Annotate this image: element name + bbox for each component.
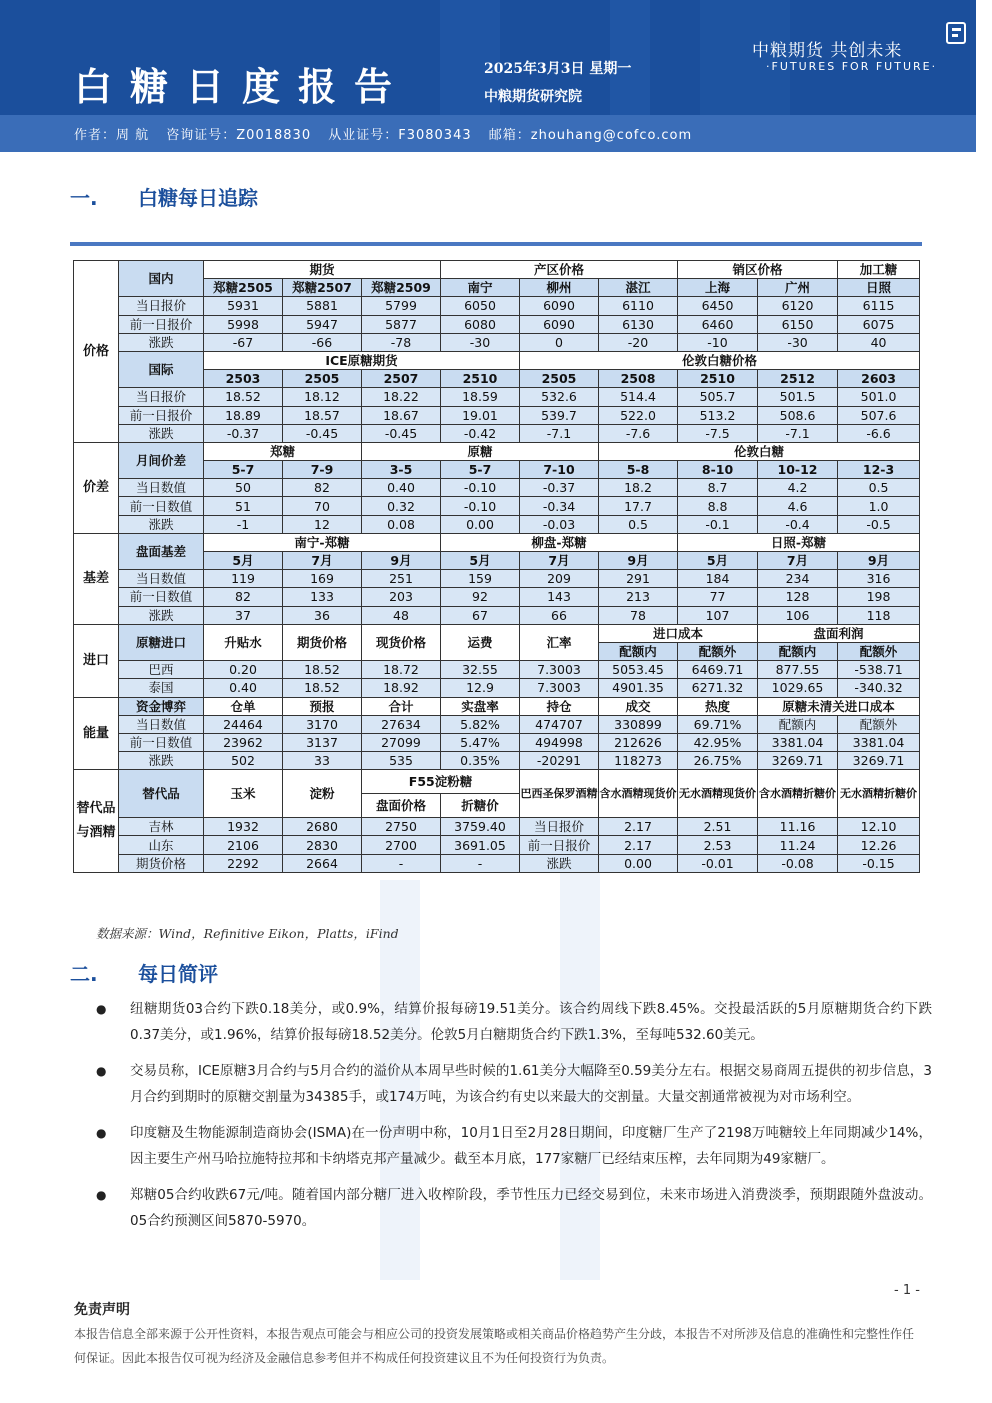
- table-row: 配额内 配额外 配额内 配额外: [74, 642, 920, 660]
- table-row: 当日报价 18.52 18.12 18.22 18.59 532.6 514.4 505.7 501.5 501.0: [74, 388, 920, 406]
- section-rule: [70, 242, 922, 246]
- table-row: 涨跌 37 36 48 67 66 78 107 106 118: [74, 606, 920, 624]
- commentary-list: [96, 996, 932, 1244]
- table-row: 替代品与酒精 替代品 玉米 淀粉 F55淀粉糖 巴西圣保罗酒精 含水酒精现货价 无水酒精现货价 含水酒精折糖价 无水酒精折糖价: [74, 770, 920, 794]
- table-row: 前一日报价 5998 5947 5877 6080 6090 6130 6460 6150 6075: [74, 315, 920, 333]
- table-row: 当日数值 24464 3170 27634 5.82% 474707 330899 69.71% 配额内 配额外: [74, 715, 920, 733]
- table-row: 盘面价格 折糖价: [74, 794, 920, 818]
- table-row: 5月 7月 9月 5月 7月 9月 5月 7月 9月: [74, 552, 920, 570]
- author-name: 作者：周 航: [74, 128, 150, 143]
- table-row: 吉林 1932 2680 2750 3759.40 当日报价 2.17 2.51 11.16 12.10: [74, 818, 920, 836]
- block-label-volume: 能量: [74, 697, 119, 770]
- table-row: 当日数值 50 82 0.40 -0.10 -0.37 18.2 8.7 4.2 0.5: [74, 479, 920, 497]
- table-row: 郑糖2505 郑糖2507 郑糖2509 南宁 柳州 湛江 上海 广州 日照: [74, 279, 920, 297]
- brand-slogan: ·FUTURES FOR FUTURE·: [766, 60, 938, 73]
- brand-logo-icon: [946, 22, 966, 44]
- block-label-import: 进口: [74, 624, 119, 697]
- table-row: 前一日数值 23962 3137 27099 5.47% 494998 212626 42.95% 3381.04 3381.04: [74, 733, 920, 751]
- tracking-table: [73, 260, 920, 873]
- table-row: 巴西 0.20 18.52 18.72 32.55 7.3003 5053.45 6469.71 877.55 -538.71: [74, 661, 920, 679]
- disclaimer-title: 免责声明: [74, 1302, 130, 1318]
- author-line: [74, 124, 704, 143]
- block-label-spread: 价差: [74, 442, 119, 533]
- list-item: ● 印度糖及生物能源制造商协会(ISMA)在一份声明中称，10月1日至2月28日期间，印度糖厂生产了2198万吨糖较上年同期减少14%，因主要生产州马哈拉施特拉邦和卡纳塔克邦产量减少。截至本月底，177家糖厂已经结束压榨，去年同期为49家糖厂。: [96, 1120, 932, 1172]
- table-row: 国际 ICE原糖期货 伦敦白糖价格: [74, 351, 920, 369]
- list-item: ● 交易员称，ICE原糖3月合约与5月合约的溢价从本周早些时候的1.61美分大幅降至0.59美分左右。根据交易商周五提供的初步信息，3月合约到期时的原糖交割量为34385手，或174万吨，为该合约有史以来最大的交割量。大量交割通常被视为对市场利空。: [96, 1058, 932, 1110]
- report-title: 白糖日度报告: [74, 65, 411, 109]
- report-date: 2025年3月3日 星期一: [484, 61, 632, 77]
- domestic-label: 国内: [119, 261, 204, 297]
- practice-number: 从业证号：F3080343: [328, 128, 472, 143]
- table-row: 进口 原糖进口 升贴水 期货价格 现货价格 运费 汇率 进口成本 盘面利润: [74, 624, 920, 642]
- section-heading-tracking: 一. 白糖每日追踪: [70, 186, 258, 210]
- table-row: 涨跌 -0.37 -0.45 -0.45 -0.42 -7.1 -7.6 -7.5 -7.1 -6.6: [74, 424, 920, 442]
- table-row: 涨跌 -1 12 0.08 0.00 -0.03 0.5 -0.1 -0.4 -0.5: [74, 515, 920, 533]
- table-row: 当日报价 5931 5881 5799 6050 6090 6110 6450 6120 6115: [74, 297, 920, 315]
- table-row: 能量 资金博弈 仓单 预报 合计 实盘率 持仓 成交 热度 原糖未清关进口成本: [74, 697, 920, 715]
- table-row: 前一日数值 82 133 203 92 143 213 77 128 198: [74, 588, 920, 606]
- table-row: 山东 2106 2830 2700 3691.05 前一日报价 2.17 2.53 11.24 12.26: [74, 836, 920, 854]
- table-row: 前一日报价 18.89 18.57 18.67 19.01 539.7 522.0 513.2 508.6 507.6: [74, 406, 920, 424]
- block-label-basis: 基差: [74, 533, 119, 624]
- list-item: ● 郑糖05合约收跌67元/吨。随着国内部分糖厂进入收榨阶段，季节性压力已经交易到位，未来市场进入消费淡季，预期跟随外盘波动。05合约预测区间5870-5970。: [96, 1182, 932, 1234]
- disclaimer-text: 本报告信息全部来源于公开性资料，本报告观点可能会与相应公司的投资发展策略或相关商品价格趋势产生分歧，本报告不对所涉及信息的准确性和完整性作任何保证。因此本报告仅可视为经济及金融信息参考但并不构成任何投资建议且不为任何投资行为负责。: [74, 1327, 915, 1365]
- header-banner: [0, 0, 976, 152]
- table-row: 期货价格 2292 2664 - - 涨跌 0.00 -0.01 -0.08 -0.15: [74, 854, 920, 872]
- table-row: 5-7 7-9 3-5 5-7 7-10 5-8 8-10 10-12 12-3: [74, 461, 920, 479]
- table-row: 当日数值 119 169 251 159 209 291 184 234 316: [74, 570, 920, 588]
- table-row: 涨跌 502 33 535 0.35% -20291 118273 26.75% 3269.71 3269.71: [74, 752, 920, 770]
- block-label-substitute: 替代品与酒精: [74, 770, 119, 873]
- author-email: 邮箱：zhouhang@cofco.com: [488, 128, 693, 143]
- list-item: ● 纽糖期货03合约下跌0.18美分，或0.9%，结算价报每磅19.51美分。该合约周线下跌8.45%。交投最活跃的5月原糖期货合约下跌0.37美分，或1.96%，结算价报每磅18.52美分。伦敦5月白糖期货合约下跌1.3%，至每吨532.60美元。: [96, 996, 932, 1048]
- table-row: 泰国 0.40 18.52 18.92 12.9 7.3003 4901.35 6271.32 1029.65 -340.32: [74, 679, 920, 697]
- section-heading-commentary: 二. 每日简评: [70, 962, 218, 986]
- table-row: 涨跌 -67 -66 -78 -30 0 -20 -10 -30 40: [74, 333, 920, 351]
- table-row: 2503 2505 2507 2510 2505 2508 2510 2512 2603: [74, 370, 920, 388]
- data-source: 数据来源：Wind，Refinitive Eikon，Platts，iFind: [96, 926, 399, 941]
- page-number: - 1 -: [894, 1283, 920, 1298]
- table-row: 前一日数值 51 70 0.32 -0.10 -0.34 17.7 8.8 4.6 1.0: [74, 497, 920, 515]
- table-row: 基差 盘面基差 南宁-郑糖 柳盘-郑糖 日照-郑糖: [74, 533, 920, 551]
- block-label-price: 价格: [74, 261, 119, 443]
- table-row: 价格 国内 期货 产区价格 销区价格 加工糖: [74, 261, 920, 279]
- brand-name: 中粮期货 共创未来: [752, 41, 903, 61]
- international-label: 国际: [119, 351, 204, 387]
- cert-number: 咨询证号：Z0018830: [166, 128, 312, 143]
- table-row: 价差 月间价差 郑糖 原糖 伦敦白糖: [74, 442, 920, 460]
- report-institute: 中粮期货研究院: [484, 89, 582, 105]
